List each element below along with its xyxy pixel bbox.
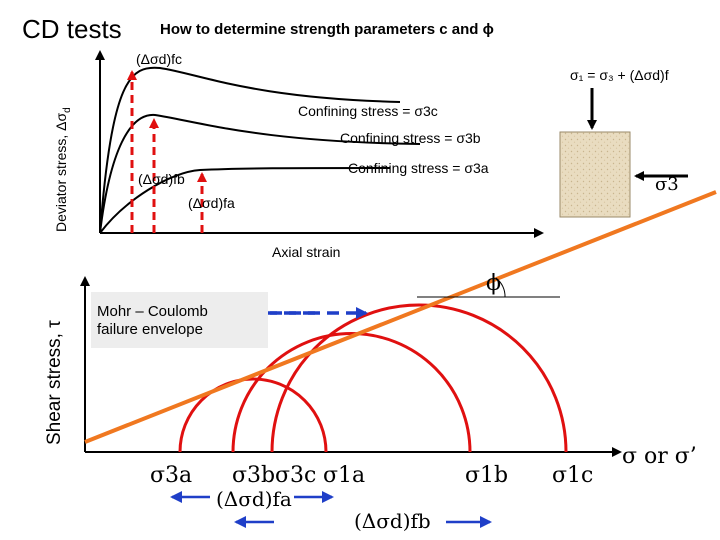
sigma-3a-label: σ3a xyxy=(150,463,193,488)
shear-stress-axis-label: Shear stress, τ xyxy=(44,320,65,445)
axial-strain-axis-label: Axial strain xyxy=(272,244,341,260)
peak-label-fc: (Δσd)fc xyxy=(136,51,182,67)
deviator-stress-axis-label: Deviator stress, $\Delta\sigma_d$ xyxy=(53,107,73,232)
confining-stress-3c-label: Confining stress = σ3c xyxy=(298,103,438,119)
failure-relation-label: σ₁ = σ₃ + (Δσd)f xyxy=(570,67,669,83)
soil-sample xyxy=(560,132,630,217)
confining-stress-3a-label: Confining stress = σ3a xyxy=(348,160,489,176)
deviator-stress-plot xyxy=(53,51,688,260)
diameter-fa-label: (Δσd)fa xyxy=(216,487,292,511)
diameter-fb-label: (Δσd)fb xyxy=(354,509,431,533)
peak-label-fa: (Δσd)fa xyxy=(188,195,235,211)
sigma-3b-label: σ3b xyxy=(232,463,276,488)
envelope-label-line-2: failure envelope xyxy=(97,321,203,338)
curve-confining-3c xyxy=(100,68,400,233)
sigma-1b-label: σ1b xyxy=(465,463,509,488)
phi-label: ϕ xyxy=(486,271,501,296)
slide-title: CD tests xyxy=(22,14,122,44)
envelope-label-line-1: Mohr – Coulomb xyxy=(97,303,208,320)
sigma-1a-label: σ1a xyxy=(323,463,366,488)
mohr-circle-c xyxy=(272,305,566,452)
sigma-3c-label: σ3c xyxy=(275,463,317,488)
slide-subtitle: How to determine strength parameters c and ϕ xyxy=(160,21,494,38)
mohr-circle-a xyxy=(180,379,326,452)
sigma-1c-label: σ1c xyxy=(552,463,594,488)
mohr-circle-b xyxy=(233,334,470,452)
envelope-label-box xyxy=(91,292,268,348)
confining-stress-3b-label: Confining stress = σ3b xyxy=(340,130,481,146)
normal-stress-axis-label: σ or σ’ xyxy=(622,444,697,469)
mohr-circle-plot xyxy=(44,192,716,533)
sigma3-sample-label: σ3 xyxy=(655,174,679,195)
peak-label-fb: (Δσd)fb xyxy=(138,171,185,187)
